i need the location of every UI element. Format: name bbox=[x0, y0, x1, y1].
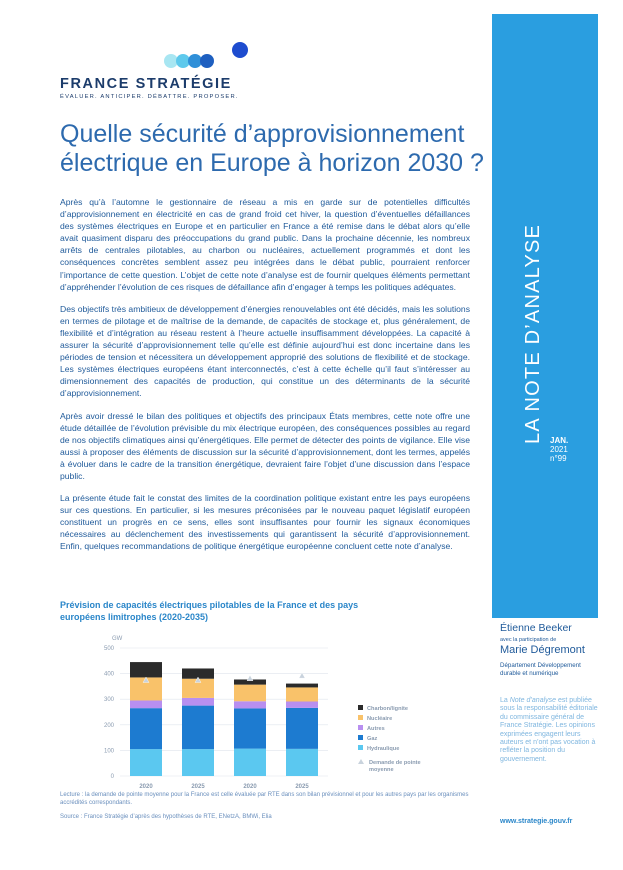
logo-tagline: ÉVALUER. ANTICIPER. DÉBATTRE. PROPOSER. bbox=[60, 94, 239, 100]
bar-segment bbox=[130, 700, 162, 708]
paragraph: La présente étude fait le constat des limites de la coordination politique existant entre les pays européens sur ces questions. En particulier, si les mesures préconisées par le nouveau paquet législatif européen constituent un progrès en ce sens, elles sont insuffisantes pour fournir les signaux économiques nécessaires au déclenchement des investissements qui garantissent la sécurité d’approvisionnement. Enfin, quelques recommandations de politique énergétique européenne concluent cette note d’analyse. bbox=[60, 493, 470, 552]
y-tick-label: 0 bbox=[110, 774, 114, 780]
paragraph: Après qu’à l’automne le gestionnaire de réseau a mis en garde sur de potentielles difficultés d’approvisionnement en électricité en cas de grand froid cet hiver, la question d’éventuelles défaillances des systèmes électriques en Europe et en particulier en France a été remise dans le débat alors qu’elle avait quasiment disparu des préoccupations du grand public. Dans la prochaine décennie, les nombreux arrêts de centrales pilotables, au charbon ou nucléaires, actuellement programmés et dont les conséquences concrètes semblent assez peu intégrées dans le débat public, pourraient renforcer l’importance de cette question. L’objet de cette note d’analyse est de fournir quelques éléments permettant d’appréhender l’évolution de ces risques de défaillance afin d’engager à temps les politiques adéquates. bbox=[60, 197, 470, 292]
publication-month: JAN. bbox=[550, 436, 569, 445]
legend-label: Nucléaire bbox=[367, 716, 393, 722]
author-department: Département Développement durable et numérique bbox=[500, 662, 581, 677]
publication-date bbox=[550, 436, 590, 463]
author-with-label: avec la participation de bbox=[500, 637, 557, 643]
x-tick-label: 2025 bbox=[295, 784, 309, 788]
legend-label: Charbon/lignite bbox=[367, 706, 409, 712]
legend-label: Autres bbox=[367, 726, 385, 732]
chart-title: Prévision de capacités électriques pilotables de la France et des pays européens limitrophes (2020-2035) bbox=[60, 600, 359, 622]
body-text bbox=[60, 196, 470, 563]
website-link[interactable]: www.strategie.gouv.fr bbox=[500, 818, 573, 825]
author-name: Étienne Beeker bbox=[500, 622, 572, 634]
chart-reading-note: Lecture : la demande de pointe moyenne pour la France est celle évaluée par RTE dans son bilan prévisionnel et pour les autres pays par les organismes accrédités correspondants. bbox=[60, 792, 469, 806]
bar-segment bbox=[130, 749, 162, 776]
publication-series-label: LA NOTE D’ANALYSE bbox=[522, 223, 544, 444]
y-tick-label: 500 bbox=[103, 646, 114, 652]
legend-swatch bbox=[358, 725, 363, 730]
bar-segment bbox=[182, 749, 214, 776]
disclaimer-em: Note d’analyse bbox=[509, 697, 557, 704]
logo-dots-icon bbox=[164, 42, 254, 68]
sidebar-band bbox=[492, 14, 598, 618]
publication-issue: n°99 bbox=[550, 454, 567, 463]
capacity-chart bbox=[60, 628, 480, 788]
legend-label: Hydraulique bbox=[367, 746, 400, 752]
y-tick-label: 300 bbox=[103, 697, 114, 704]
bar-segment bbox=[286, 684, 318, 688]
disclaimer-pre: La bbox=[500, 697, 510, 704]
legend-swatch bbox=[358, 715, 363, 720]
disclaimer-post: est publiée sous la responsabilité éditoriale du commissaire général de France Stratégie. Les opinions exprimées engagent leurs auteurs et n’ont pas vocation à refléter la position du gouvernement. bbox=[500, 697, 598, 763]
bar-segment bbox=[286, 708, 318, 749]
peak-demand-marker bbox=[247, 675, 253, 681]
logo-name: FRANCE STRATÉGIE bbox=[60, 76, 232, 92]
bar-segment bbox=[234, 685, 266, 702]
legend-marker-icon bbox=[358, 759, 364, 764]
bar-segment bbox=[234, 749, 266, 776]
bar-segment bbox=[234, 701, 266, 708]
paragraph: Après avoir dressé le bilan des politiques et objectifs des principaux États membres, cette note offre une étude détaillée de l’évolution prévisible du mix électrique européen, des conséquences possibles au regard de nos objectifs climatiques ainsi qu’énergétiques. Elle permet de détecter des points de vigilance. Elle vise aussi à proposer des éléments de discussion sur la sécurité d’approvisionnement, dont les termes, appelés à évoluer dans le cadre de la transition énergétique, devraient faire l’objet d’une discussion dans l’espace public. bbox=[60, 410, 470, 481]
bar-segment bbox=[286, 749, 318, 776]
document-title: Quelle sécurité d’approvisionnement électrique en Europe à horizon 2030 ? bbox=[60, 120, 484, 177]
x-tick-label: 2020 bbox=[139, 784, 153, 788]
x-tick-label: 2020 bbox=[243, 784, 257, 788]
chart-source: Source : France Stratégie d’après des hypothèses de RTE, ENetzA, BMWi, Elia bbox=[60, 814, 272, 820]
y-tick-label: 200 bbox=[103, 722, 114, 729]
editorial-disclaimer bbox=[500, 697, 600, 764]
y-axis-unit: GW bbox=[112, 636, 123, 642]
legend-swatch bbox=[358, 735, 363, 740]
bar-segment bbox=[286, 687, 318, 701]
bar-segment bbox=[234, 708, 266, 748]
legend-swatch bbox=[358, 705, 363, 710]
publication-year: 2021 bbox=[550, 445, 568, 454]
bar-segment bbox=[130, 662, 162, 677]
bar-segment bbox=[182, 698, 214, 706]
legend-swatch bbox=[358, 745, 363, 750]
bar-segment bbox=[182, 706, 214, 750]
y-tick-label: 100 bbox=[103, 748, 114, 755]
bar-segment bbox=[130, 708, 162, 749]
paragraph: Des objectifs très ambitieux de développement d’énergies renouvelables ont été décidés, mais les solutions en termes de pilotage et de maîtrise de la demande, de capacités de stockage et, plus généralement, de flexibilité et d’intégration au réseau restent à l’heure actuelle insuffisamment développées. La capacité à assurer la sécurité d’approvisionnement telle qu’elle est définie aujourd’hui est donc incertaine dans les périodes de tension et nécessitera un développement approprié des solutions de flexibilité et de stockage. Les systèmes électriques européens étant interconnectés, c’est à cette échelle qu’il faut s’intéresser au dimensionnement des capacités de production, qui constitue un des déterminants de la sécurité d’approvisionnement. bbox=[60, 303, 470, 399]
bar-segment bbox=[286, 702, 318, 708]
france-strategie-logo bbox=[60, 42, 260, 102]
y-tick-label: 400 bbox=[103, 671, 114, 678]
legend-marker-label: Demande de pointe moyenne bbox=[369, 760, 421, 773]
x-tick-label: 2025 bbox=[191, 784, 205, 788]
chart-notes bbox=[60, 791, 480, 807]
co-author-name: Marie Dégremont bbox=[500, 644, 585, 656]
legend-label: Gaz bbox=[367, 736, 378, 742]
